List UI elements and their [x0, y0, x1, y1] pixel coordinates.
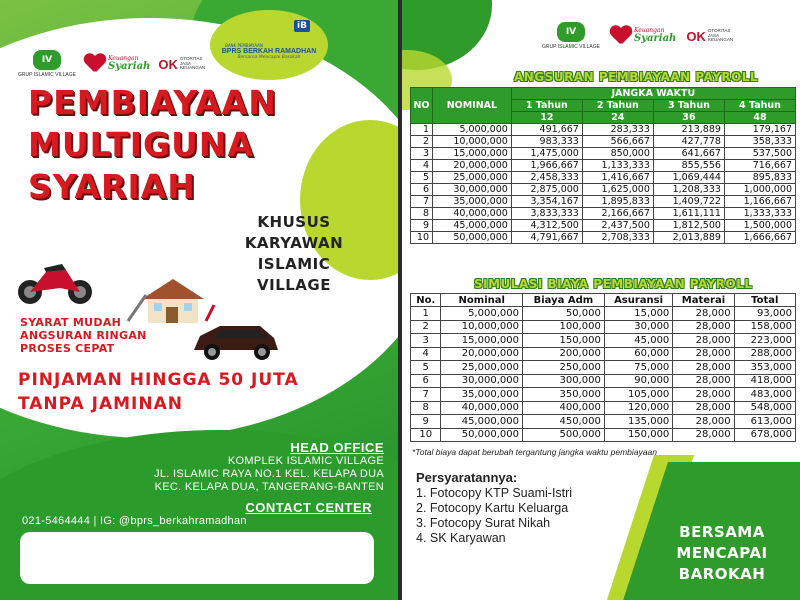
row-number: 1	[411, 124, 433, 136]
table-cell: 93,000	[734, 307, 795, 321]
table-row	[411, 401, 796, 415]
contact-phone: 021-5464444 | IG: @bprs_berkahramadhan	[22, 515, 247, 527]
table-cell: 15,000,000	[441, 334, 522, 348]
table-cell: 450,000	[522, 415, 604, 429]
row-number: 3	[411, 334, 441, 348]
requirements-heading: Persyaratannya:	[416, 470, 518, 485]
table-cell: 1,666,667	[724, 232, 795, 244]
table-cell: 50,000,000	[433, 232, 512, 244]
table-cell: 10,000,000	[441, 320, 522, 334]
partner-logos	[18, 50, 205, 78]
row-number: 6	[411, 374, 441, 388]
table-cell: 45,000,000	[441, 415, 522, 429]
table-cell: 2,708,333	[582, 232, 653, 244]
table-cell: 850,000	[582, 148, 653, 160]
row-number: 2	[411, 320, 441, 334]
table-cell: 1,333,333	[724, 208, 795, 220]
requirement-item: 4. SK Karyawan	[416, 531, 506, 545]
cost-table-title: SIMULASI BIAYA PEMBIAYAAN PAYROLL	[474, 277, 753, 291]
table-cell: 30,000	[604, 320, 672, 334]
table-cell: 28,000	[673, 388, 734, 402]
col-header: Total	[734, 294, 795, 307]
table-cell: 10,000,000	[433, 136, 512, 148]
table-cell: 28,000	[673, 401, 734, 415]
table-cell: 1,208,333	[653, 184, 724, 196]
table-cell: 135,000	[604, 415, 672, 429]
table-row	[411, 148, 796, 160]
table-cell: 15,000,000	[433, 148, 512, 160]
table-cell: 223,000	[734, 334, 795, 348]
table-cell: 28,000	[673, 374, 734, 388]
table-row	[411, 361, 796, 375]
table-row	[411, 160, 796, 172]
table-cell: 1,895,833	[582, 196, 653, 208]
installment-table	[410, 87, 796, 244]
table-cell: 983,333	[511, 136, 582, 148]
table-cell: 15,000	[604, 307, 672, 321]
table-cell: 35,000,000	[441, 388, 522, 402]
table-cell: 500,000	[522, 428, 604, 442]
col-header: Nominal	[441, 294, 522, 307]
table-cell: 2,013,889	[653, 232, 724, 244]
table-cell: 491,667	[511, 124, 582, 136]
col-header: No.	[411, 294, 441, 307]
row-number: 8	[411, 208, 433, 220]
col-months: 24	[582, 112, 653, 124]
table-row	[411, 307, 796, 321]
table-cell: 641,667	[653, 148, 724, 160]
table-row	[411, 232, 796, 244]
keuangan-syariah-logo	[84, 54, 150, 74]
car-icon	[190, 318, 282, 364]
row-number: 10	[411, 232, 433, 244]
motorcycle-icon	[16, 258, 96, 306]
table-cell: 716,667	[724, 160, 795, 172]
table-cell: 28,000	[673, 415, 734, 429]
table-cell: 35,000,000	[433, 196, 512, 208]
table-cell: 28,000	[673, 361, 734, 375]
target-audience: KHUSUS KARYAWAN ISLAMIC VILLAGE	[244, 213, 344, 294]
islamic-village-mark-icon: IV	[33, 50, 61, 70]
table-row	[411, 347, 796, 361]
table-cell: 418,000	[734, 374, 795, 388]
table-cell: 3,354,167	[511, 196, 582, 208]
table-cell: 50,000,000	[441, 428, 522, 442]
table-cell: 4,791,667	[511, 232, 582, 244]
table-cell: 400,000	[522, 401, 604, 415]
col-header: Asuransi	[604, 294, 672, 307]
table-cell: 2,458,333	[511, 172, 582, 184]
table-cell: 2,166,667	[582, 208, 653, 220]
table-cell: 50,000	[522, 307, 604, 321]
row-number: 3	[411, 148, 433, 160]
table-cell: 28,000	[673, 307, 734, 321]
row-number: 5	[411, 361, 441, 375]
col-jangka-waktu: JANGKA WAKTU	[511, 88, 795, 100]
keuangan-text: Keuangan	[107, 55, 139, 62]
table-row	[411, 172, 796, 184]
table-cell: 2,875,000	[511, 184, 582, 196]
col-months: 12	[511, 112, 582, 124]
table-cell: 40,000,000	[441, 401, 522, 415]
bprs-name: BPRS BERKAH RAMADHAN	[221, 47, 317, 55]
table-cell: 3,833,333	[511, 208, 582, 220]
partner-logos-right	[542, 22, 733, 50]
row-number: 6	[411, 184, 433, 196]
table-row	[411, 220, 796, 232]
table-cell: 45,000,000	[433, 220, 512, 232]
table-cell: 1,625,000	[582, 184, 653, 196]
table-cell: 548,000	[734, 401, 795, 415]
table-row	[411, 415, 796, 429]
brochure-front-panel	[0, 0, 398, 600]
table-cell: 1,812,500	[653, 220, 724, 232]
table-cell: 158,000	[734, 320, 795, 334]
ib-icon: iB	[294, 20, 310, 32]
row-number: 4	[411, 160, 433, 172]
table-cell: 1,166,667	[724, 196, 795, 208]
table-cell: 483,000	[734, 388, 795, 402]
table-cell: 613,000	[734, 415, 795, 429]
heart-icon	[84, 54, 106, 74]
col-nominal: NOMINAL	[433, 88, 512, 124]
bprs-logo-badge: iB BANK PEMBIAYAAN BPRS BERKAH RAMADHAN Bersama Mencapai Barokah	[210, 10, 328, 80]
table-cell: 28,000	[673, 320, 734, 334]
requirement-item: 2. Fotocopy Kartu Keluarga	[416, 501, 569, 515]
table-cell: 566,667	[582, 136, 653, 148]
table-cell: 300,000	[522, 374, 604, 388]
table-cell: 213,889	[653, 124, 724, 136]
table-cell: 288,000	[734, 347, 795, 361]
table-cell: 90,000	[604, 374, 672, 388]
table-row	[411, 374, 796, 388]
table-cell: 20,000,000	[441, 347, 522, 361]
row-number: 2	[411, 136, 433, 148]
table-cell: 1,966,667	[511, 160, 582, 172]
table-cell: 30,000,000	[433, 184, 512, 196]
requirements	[416, 470, 572, 546]
table-cell: 1,409,722	[653, 196, 724, 208]
table-cell: 75,000	[604, 361, 672, 375]
row-number: 7	[411, 196, 433, 208]
col-year: 3 Tahun	[653, 100, 724, 112]
contact-center-heading: CONTACT CENTER	[245, 500, 372, 515]
col-year: 1 Tahun	[511, 100, 582, 112]
table-cell: 20,000,000	[433, 160, 512, 172]
head-office-info: HEAD OFFICE KOMPLEK ISLAMIC VILLAGE JL. ISLAMIC RAYA NO.1 KEL. KELAPA DUA KEC. KELAPA DUA, TANGERANG-BANTEN	[154, 440, 384, 493]
requirement-item: 3. Fotocopy Surat Nikah	[416, 516, 551, 530]
keuangan-syariah-logo: Keuangan Syariah	[610, 26, 676, 46]
table-cell: 1,475,000	[511, 148, 582, 160]
row-number: 7	[411, 388, 441, 402]
table-cell: 150,000	[604, 428, 672, 442]
table-row	[411, 334, 796, 348]
cost-simulation-table	[410, 293, 796, 442]
table-cell: 353,000	[734, 361, 795, 375]
cost-note: *Total biaya dapat berubah tergantung jangka waktu pembiayaan	[412, 447, 657, 457]
col-months: 48	[724, 112, 795, 124]
installment-table-title: ANGSURAN PEMBIAYAAN PAYROLL	[514, 70, 759, 84]
table-cell: 25,000,000	[433, 172, 512, 184]
row-number: 9	[411, 220, 433, 232]
syariah-text: Syariah	[107, 61, 151, 72]
table-row	[411, 196, 796, 208]
table-cell: 28,000	[673, 347, 734, 361]
table-cell: 427,778	[653, 136, 724, 148]
table-cell: 4,312,500	[511, 220, 582, 232]
table-cell: 1,500,000	[724, 220, 795, 232]
table-cell: 120,000	[604, 401, 672, 415]
table-cell: 28,000	[673, 334, 734, 348]
brochure-back-panel	[402, 0, 800, 600]
table-row	[411, 136, 796, 148]
table-cell: 1,133,333	[582, 160, 653, 172]
row-number: 9	[411, 415, 441, 429]
row-number: 4	[411, 347, 441, 361]
col-year: 2 Tahun	[582, 100, 653, 112]
table-row	[411, 184, 796, 196]
table-cell: 358,333	[724, 136, 795, 148]
heart-icon	[610, 26, 632, 46]
loan-highlight: PINJAMAN HINGGA 50 JUTA TANPA JAMINAN	[18, 370, 299, 414]
col-no: NO	[411, 88, 433, 124]
col-months: 36	[653, 112, 724, 124]
table-cell: 100,000	[522, 320, 604, 334]
table-cell: 5,000,000	[433, 124, 512, 136]
table-cell: 537,500	[724, 148, 795, 160]
table-cell: 45,000	[604, 334, 672, 348]
table-cell: 25,000,000	[441, 361, 522, 375]
islamic-village-logo: IV GRUP ISLAMIC VILLAGE	[18, 50, 76, 78]
motto: BERSAMA MENCAPAI BAROKAH	[676, 523, 768, 583]
table-cell: 895,833	[724, 172, 795, 184]
head-office-heading: HEAD OFFICE	[290, 440, 384, 455]
row-number: 1	[411, 307, 441, 321]
table-cell: 200,000	[522, 347, 604, 361]
table-cell: 2,437,500	[582, 220, 653, 232]
table-cell: 30,000,000	[441, 374, 522, 388]
table-cell: 40,000,000	[433, 208, 512, 220]
requirement-item: 1. Fotocopy KTP Suami-Istri	[416, 486, 573, 500]
col-header: Materai	[673, 294, 734, 307]
table-cell: 60,000	[604, 347, 672, 361]
table-cell: 5,000,000	[441, 307, 522, 321]
table-cell: 1,000,000	[724, 184, 795, 196]
col-year: 4 Tahun	[724, 100, 795, 112]
table-cell: 28,000	[673, 428, 734, 442]
table-row	[411, 320, 796, 334]
table-cell: 1,069,444	[653, 172, 724, 184]
table-cell: 678,000	[734, 428, 795, 442]
table-cell: 1,416,667	[582, 172, 653, 184]
row-number: 5	[411, 172, 433, 184]
col-header: Biaya Adm	[522, 294, 604, 307]
ojk-mark: OK	[158, 56, 178, 72]
table-cell: 105,000	[604, 388, 672, 402]
ojk-logo: OK OTORITAS JASA KEUANGAN	[158, 55, 206, 72]
table-cell: 150,000	[522, 334, 604, 348]
ojk-logo: OK OTORITAS JASA KEUANGAN	[686, 27, 734, 44]
stamp-area	[20, 532, 374, 584]
table-cell: 283,333	[582, 124, 653, 136]
table-row	[411, 388, 796, 402]
table-cell: 1,611,111	[653, 208, 724, 220]
table-row	[411, 428, 796, 442]
table-cell: 179,167	[724, 124, 795, 136]
row-number: 10	[411, 428, 441, 442]
table-cell: 250,000	[522, 361, 604, 375]
main-title: PEMBIAYAAN MULTIGUNA SYARIAH	[28, 83, 277, 206]
islamic-village-mark-icon: IV	[557, 22, 585, 42]
table-row	[411, 208, 796, 220]
benefits-list: SYARAT MUDAH ANGSURAN RINGAN PROSES CEPAT	[20, 316, 147, 355]
table-cell: 855,556	[653, 160, 724, 172]
row-number: 8	[411, 401, 441, 415]
islamic-village-logo: IV GRUP ISLAMIC VILLAGE	[542, 22, 600, 50]
table-cell: 350,000	[522, 388, 604, 402]
table-row	[411, 124, 796, 136]
